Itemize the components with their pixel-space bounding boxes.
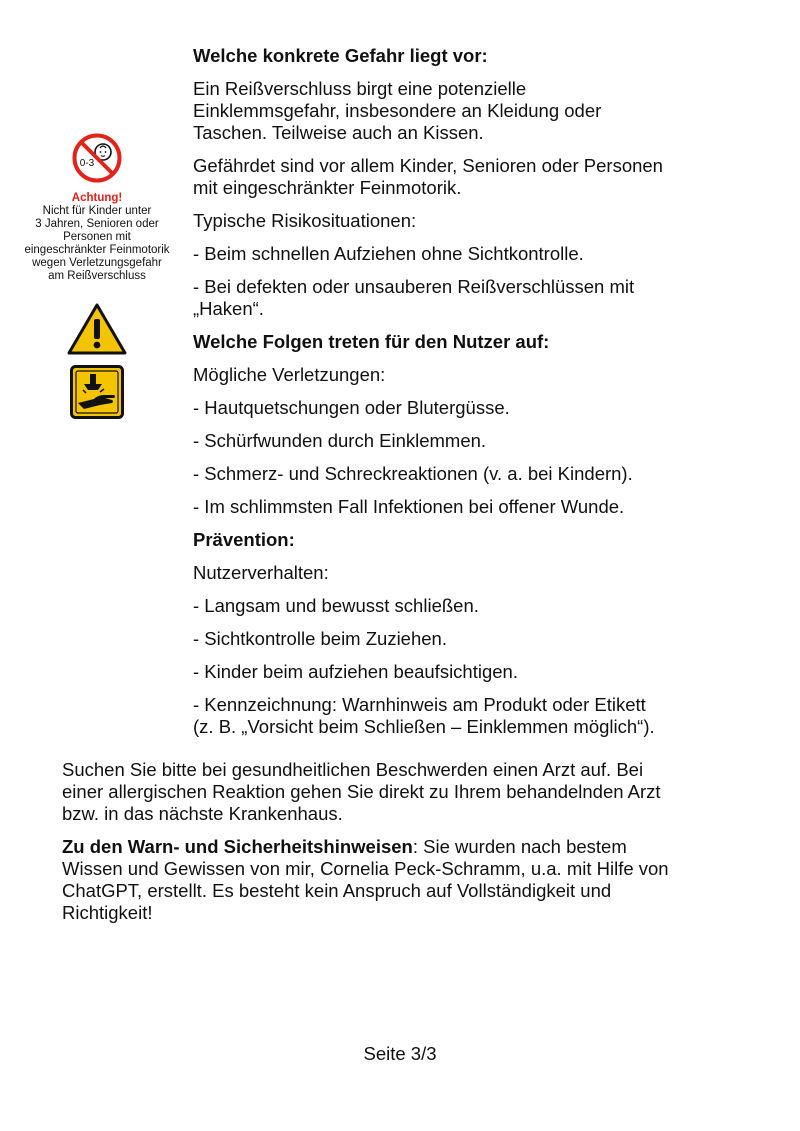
behavior-item: - Kinder beim aufziehen beaufsichtigen. [193, 661, 518, 682]
notice-line: Nicht für Kinder unter [42, 205, 152, 217]
heading-consequences: Welche Folgen treten für den Nutzer auf: [193, 331, 550, 352]
text-line: - Kennzeichnung: Warnhinweis am Produkt oder Etikett [193, 694, 646, 715]
injury-item: - Im schlimmsten Fall Infektionen bei offener Wunde. [193, 496, 625, 517]
not-for-children-under-3-icon [71, 132, 123, 184]
injury-item: - Schürfwunden durch Einklemmen. [193, 430, 487, 451]
injury-item: - Schmerz- und Schreckreaktionen (v. a. bei Kindern). [193, 463, 633, 484]
behavior-item: - Langsam und bewusst schließen. [193, 595, 479, 616]
text-line: ChatGPT, erstellt. Es besteht kein Anspruch auf Vollständigkeit und [62, 880, 612, 901]
notice-line: 3 Jahren, Senioren oder [35, 218, 159, 230]
behavior-item: - Sichtkontrolle beim Zuziehen. [193, 628, 447, 649]
doctor-advice [62, 759, 762, 825]
main-content [193, 45, 773, 749]
notice-title: Achtung! [71, 192, 123, 204]
text-line: Taschen. Teilweise auch an Kissen. [193, 122, 484, 143]
notice-line: eingeschränkter Feinmotorik [24, 244, 170, 256]
heading-prevention: Prävention: [193, 529, 295, 550]
notice-line: am Reißverschluss [48, 270, 146, 282]
hand-crush-hazard-icon [70, 365, 124, 419]
general-warning-icon [67, 303, 127, 355]
text-line: Einklemmsgefahr, insbesondere an Kleidung oder [193, 100, 602, 121]
text-line: - Bei defekten oder unsauberen Reißverschlüssen mit [193, 276, 635, 297]
risk-item: - Beim schnellen Aufziehen ohne Sichtkontrolle. [193, 243, 584, 264]
text-line: Gefährdet sind vor allem Kinder, Senioren oder Personen [193, 155, 663, 176]
text-line: bzw. in das nächste Krankenhaus. [62, 803, 343, 824]
disclaimer-heading: Zu den Warn- und Sicherheitshinweisen [62, 836, 413, 857]
text-line: mit eingeschränkter Feinmotorik. [193, 177, 462, 198]
text-line: Wissen und Gewissen von mir, Cornelia Peck-Schramm, u.a. mit Hilfe von [62, 858, 669, 879]
warning-sidebar [12, 132, 182, 419]
age-label: 0-3 [79, 158, 95, 169]
injuries-intro: Mögliche Verletzungen: [193, 364, 386, 385]
notice-line: wegen Verletzungsgefahr [32, 257, 162, 269]
heading-danger: Welche konkrete Gefahr liegt vor: [193, 45, 488, 66]
text-line [62, 836, 762, 858]
page-number: Seite 3/3 [363, 1043, 437, 1064]
footer-notes [62, 759, 762, 935]
risk-intro: Typische Risikosituationen: [193, 210, 417, 231]
disclaimer-text: : Sie wurden nach bestem [412, 836, 627, 857]
text-line: „Haken“. [193, 298, 264, 319]
notice-text [12, 205, 182, 283]
text-line: einer allergischen Reaktion gehen Sie direkt zu Ihrem behandelnden Arzt [62, 781, 661, 802]
risk-item [193, 276, 773, 320]
text-line: Richtigkeit! [62, 902, 153, 923]
text-line: (z. B. „Vorsicht beim Schließen – Einklemmen möglich“). [193, 716, 655, 737]
danger-paragraph-2 [193, 155, 773, 199]
danger-paragraph-1 [193, 78, 773, 144]
injury-item: - Hautquetschungen oder Blutergüsse. [193, 397, 510, 418]
behavior-intro: Nutzerverhalten: [193, 562, 329, 583]
notice-line: Personen mit [63, 231, 131, 243]
disclaimer [62, 836, 762, 924]
labeling-item [193, 694, 773, 738]
text-line: Ein Reißverschluss birgt eine potenzielle [193, 78, 527, 99]
text-line: Suchen Sie bitte bei gesundheitlichen Beschwerden einen Arzt auf. Bei [62, 759, 644, 780]
